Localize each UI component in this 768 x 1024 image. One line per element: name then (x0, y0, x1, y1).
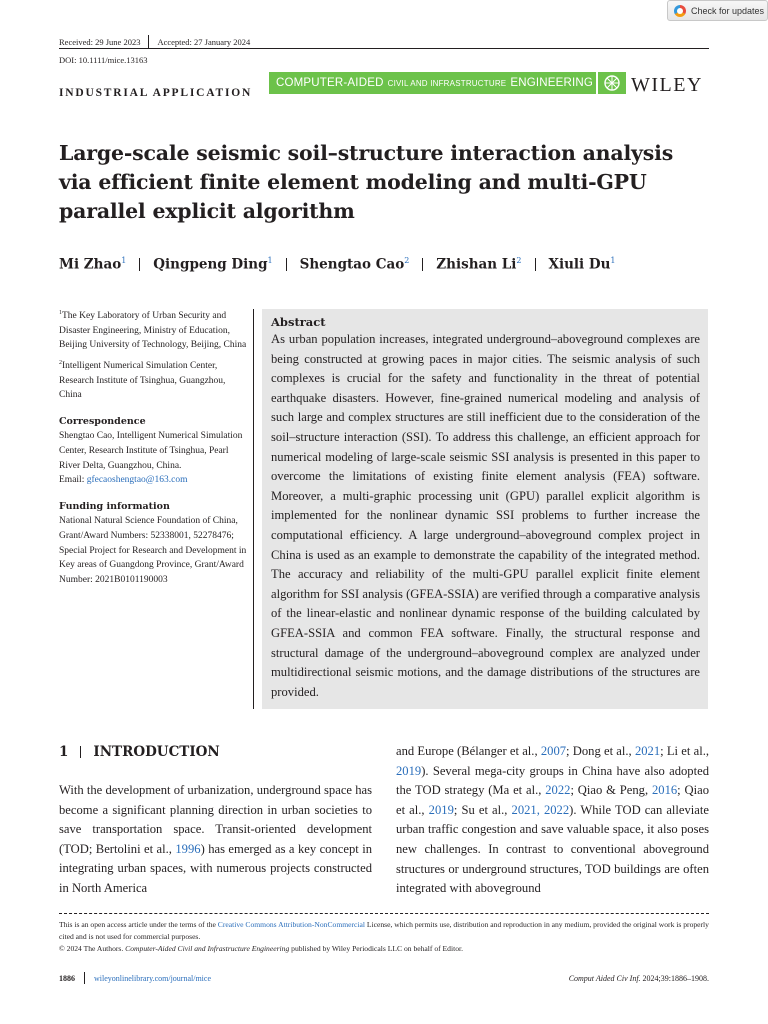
correspondence-text: Shengtao Cao, Intelligent Numerical Simulation Center, Research Institute of Tsinghua, Pearl River Delta, Guangzhou, China. (59, 431, 243, 471)
journal-name-part1: COMPUTER-AIDED (276, 77, 384, 89)
header-rule (59, 48, 709, 49)
affiliation: $^2$Intelligent Numerical Simulation Center, Research Institute of Tsinghua, Guangzhou, China (59, 359, 226, 401)
copyright-text: © 2024 The Authors. Computer-Aided Civil and Infrastructure Engineering published by Wiley Periodicals LLC on behalf of Editor. (59, 944, 464, 953)
affiliation: $^1$The Key Laboratory of Urban Security and Disaster Engineering, Ministry of Education, Beijing University of Technology, Beijing, China (59, 310, 247, 351)
funding-text: National Natural Science Foundation of China, Grant/Award Numbers: 52338001, 52278476; Special Project for Research and Development in Key areas of Guangdong Province, Grant/Award Number: 2021B0101190003 (59, 516, 247, 585)
check-updates-label: Check for updates (691, 5, 765, 16)
footnote-rule (59, 913, 709, 914)
journal-banner[interactable] (269, 72, 596, 94)
date-separator (148, 35, 149, 49)
license-notice (59, 919, 709, 955)
crossmark-icon (674, 5, 686, 17)
body-text: ). While TOD can alleviate urban traffic congestion and save valuable space, it also poses new challenges. In contrast to conventional aboveground structures or underground structures, TOD buildings are often integrated with aboveground (396, 802, 709, 896)
correspondence-email: Email: gfecaoshengtao@163.com (59, 475, 188, 486)
citation-link[interactable]: 2022 (545, 783, 571, 798)
article-title: Large-scale seismic soil–structure interaction analysis via efficient finite element modeling and multi-GPU parallel explicit algorithm (59, 141, 674, 223)
abstract-box (262, 309, 708, 709)
body-text: ; Dong et al., (566, 744, 635, 758)
license-text: This is an open access article under the terms of the Creative Commons Attribution-NonCommercial License, which permits use, distribution and reproduction in any medium, provided the original work is properly cited and is not used for commercial purposes. (59, 920, 709, 941)
author-list (59, 256, 616, 273)
journal-url-link[interactable]: wileyonlinelibrary.com/journal/mice (94, 973, 211, 983)
journal-name-part2: CIVIL AND INFRASTRUCTURE (387, 78, 507, 88)
publisher-logo[interactable]: WILEY (631, 74, 703, 96)
body-text: and Europe (Bélanger et al., (396, 744, 541, 758)
body-text: ). Several mega-city groups in China have also adopted the TOD strategy (Ma et al., (396, 763, 709, 798)
article-type: INDUSTRIAL APPLICATION (59, 87, 253, 99)
author-separator (422, 258, 423, 271)
body-text: With the development of urbanization, underground space has become a significant planning direction in urban societies to save transportation space. Transit-oriented development (TOD; Bertolini et al., (59, 783, 372, 856)
article-info-sidebar (59, 306, 249, 587)
section-title: INTRODUCTION (93, 744, 220, 760)
author[interactable]: Shengtao Cao$^2$ (299, 256, 410, 273)
citation-link[interactable]: 2021 (634, 744, 661, 758)
check-for-updates-button[interactable] (667, 0, 768, 21)
section-separator (80, 746, 81, 758)
journal-name-part3: ENGINEERING (510, 77, 594, 89)
email-link[interactable]: gfecaoshengtao@163.com (86, 475, 188, 486)
received-date: Received: 29 June 2023 (59, 37, 141, 47)
citation: Comput Aided Civ Inf. 2024;39:1886–1908. (568, 973, 709, 983)
body-text: ) has emerged as a key concept in integrating urban spaces, with numerous projects constructed in North America (59, 841, 372, 895)
accepted-date: Accepted: 27 January 2024 (157, 37, 251, 47)
author-separator (286, 258, 287, 271)
citation-link[interactable]: 2016 (651, 783, 678, 798)
sidebar-divider (253, 309, 254, 709)
citation-link[interactable]: 2019 (396, 763, 422, 778)
author[interactable]: Zhishan Li$^2$ (436, 256, 522, 273)
body-text: ; Li et al., (660, 744, 709, 758)
citation-link[interactable]: 2007 (540, 744, 567, 758)
body-text: ; Qiao & Peng, (570, 783, 652, 798)
footer-separator (84, 972, 85, 984)
funding-heading: Funding information (59, 500, 170, 512)
page-footer (59, 972, 709, 984)
journal-logo-icon (598, 72, 626, 94)
author[interactable]: Qingpeng Ding$^1$ (153, 256, 273, 273)
section-heading (59, 744, 220, 760)
section-number: 1 (59, 744, 69, 760)
abstract-heading: Abstract (271, 315, 326, 329)
author[interactable]: Xiuli Du$^1$ (548, 256, 616, 273)
author-separator (139, 258, 140, 271)
license-link[interactable]: Creative Commons Attribution-NonCommercial (217, 920, 365, 929)
doi[interactable]: DOI: 10.1111/mice.13163 (59, 55, 148, 65)
author[interactable]: Mi Zhao$^1$ (59, 256, 127, 273)
citation-link[interactable]: 2019 (428, 802, 454, 817)
body-text: ; Su et al., (453, 802, 512, 817)
body-column-right (396, 742, 709, 899)
abstract-text: As urban population increases, integrated underground–aboveground complexes are being constructed at growing paces in major cities. The seismic analysis of such complexes is crucial for the safety and functionality in the threat of potential earthquake disasters. However, fine-grained numerical modeling and analysis of such large and complex structures are still inefficient due to the consideration of the soil–structure interaction (SSI). To address this challenge, an efficient approach for numerical modeling of large-scale seismic SSI analysis is presented in this paper to overcome the limitations of existing finite element analysis (FEA) software. Moreover, a multi-graphic processing unit (GPU) parallel explicit algorithm is implemented for the nonlinear dynamic SSI problems to further increase the computational efficiency. A large underground–aboveground complex project in China is used as an example to demonstrate the capability of the integrated method. The accuracy and reliability of the multi-GPU parallel explicit finite element algorithm for SSI analysis (GFEA-SSIA) are verified through a comparative analysis of the linear-elastic and nonlinear dynamic response of the building calculated by GFEA-SSIA and common FEA software. Finally, the structural response and structural damage of the underground–aboveground complex are analyzed under multidirectional seismic motions, and the damage distributions of the structures are provided. (271, 332, 700, 699)
body-column-left (59, 781, 372, 899)
page-number: 1886 (59, 973, 75, 983)
author-separator (535, 258, 536, 271)
article-dates (59, 35, 250, 49)
citation-link[interactable]: 1996 (175, 841, 201, 856)
correspondence-heading: Correspondence (59, 415, 146, 427)
body-text: ; Qiao et al., (396, 783, 709, 817)
citation-link[interactable]: 2021, 2022 (511, 802, 570, 817)
